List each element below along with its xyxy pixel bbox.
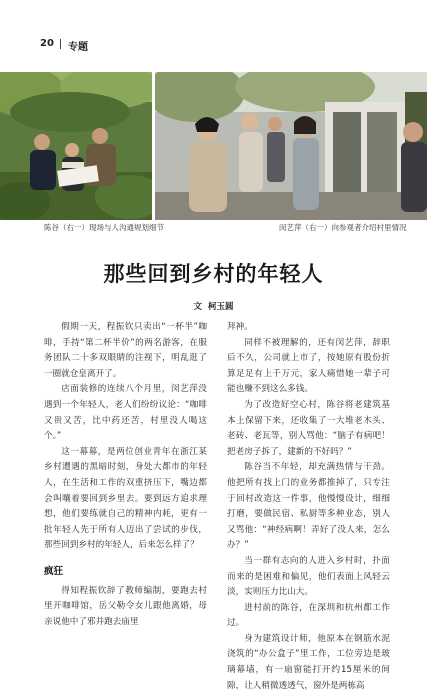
page-number: 20 <box>40 38 54 49</box>
paragraph: 身为建筑设计师，他原本在钢筋水泥浇筑的“办公盒子”里工作，工位旁边是玻璃幕墙，有一扇窗能打开约15厘米的间隙，让人稍微透透气，窗外是两栋高 <box>227 633 390 691</box>
article-title: 那些回到乡村的年轻人 <box>103 261 324 286</box>
photo-village-tour <box>155 72 427 220</box>
page-header <box>0 0 427 64</box>
paragraph: 同样不被理解的，还有闵艺萍，辞职后不久，公司就上市了，按她原有股份折算足足有上千万元，家人痛惜她一辈子可能也赚不到这么多钱。 <box>227 337 390 395</box>
paragraph: 拜神。 <box>227 322 253 332</box>
section-heading: 疯狂 <box>44 565 64 577</box>
paragraph: 进村前的陈谷，在深圳和杭州都工作过。 <box>227 602 390 629</box>
paragraph: 假期一天，程振钦只卖出“一杯半”咖啡，手持“第二杯半价”的两名游客，在服务团队二十多双眼睛的注视下，明乱逛了一圈就仓皇离开了。 <box>44 322 207 379</box>
photo-village-tour-image <box>155 72 427 220</box>
paragraph: 陈谷当不年轻，却充满热情与干劲。他把所有找上门的业务都推掉了，只专注于回村改造这一件事，他慢慢设计，细细打磨，要做民宿、私厨等多种业态，别人又骂他：“神经病啊！弄好了没人来，怎么办？” <box>227 462 390 551</box>
photo-caption-left: 陈谷（右一）现场与人沟通规划细节 <box>44 223 164 232</box>
photo-field-discussion-image <box>0 72 152 220</box>
byline-prefix: 文 <box>193 302 202 312</box>
author-name: 柯玉圆 <box>208 302 234 312</box>
paragraph: 为了改造好空心村，陈谷将老建筑基本上保留下来，还收集了一大堆老木头、老砖、老瓦等，别人骂他：“脑子有病吧！把老房子拆了，建新的不好吗？” <box>227 399 390 457</box>
photo-caption-right: 闵艺萍（右一）向参观者介绍村里情况 <box>279 223 407 232</box>
section-label: 专题 <box>68 42 88 53</box>
header-divider <box>60 39 61 49</box>
paragraph: 当一群有志向的人进入乡村时，扑面而来的是困难和偏见，他们表面上风轻云淡，实则压力比山大。 <box>227 555 390 598</box>
byline <box>0 300 427 312</box>
article-column-right <box>227 320 390 694</box>
paragraph: 这一幕幕，是两位创业青年在浙江某乡村遭遇的黑暗时刻，身处大都市的年轻人，在生活和工作的双重挤压下，嘴边都会叫嚷着要回到乡里去。要到远方追求理想，他们要练就自己的精神内耗，更有一批年轻人先于所有人迈出了尝试的步伐，那些回到乡村的年轻人，后来怎么样了？ <box>44 446 207 551</box>
paragraph: 得知程振钦辞了教师编制，要跑去村里开咖啡馆，岳父勒令女儿跟他离婚，母亲说他中了邪并跑去庙里 <box>44 585 207 627</box>
paragraph: 店面装修的连续八个月里，闵艺萍没遇到一个年轻人，老人们纷纷议论：“咖啡又贵又苦，比中药还苦，村里没人喝这个。” <box>44 384 207 442</box>
article-column-left <box>44 320 207 630</box>
photo-field-discussion <box>0 72 152 220</box>
